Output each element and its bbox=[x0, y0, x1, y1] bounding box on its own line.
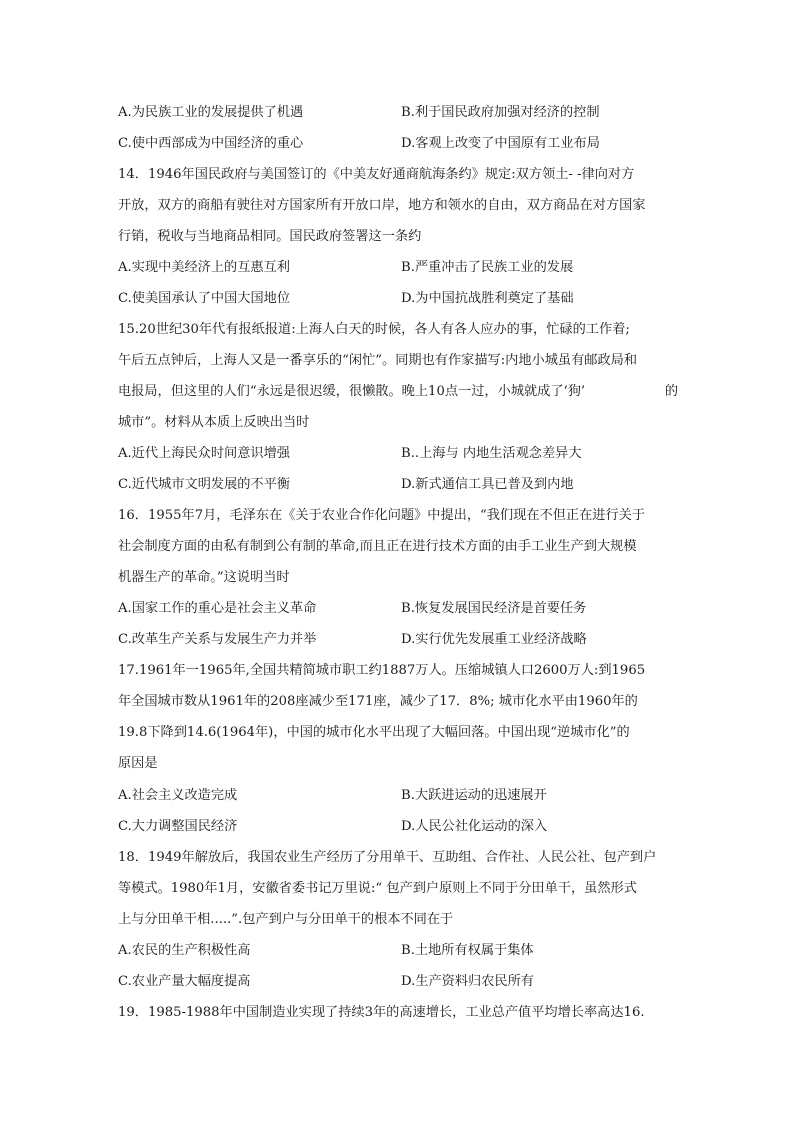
q16-option-a: A.国家工作的重心是社会主义革命 bbox=[118, 601, 317, 616]
q18-stem-line-2: 等模式。1980年1月，安徽省委书记万里说:“ 包产到户原则上不同于分田单干，虽然形式 bbox=[118, 881, 637, 896]
q13-option-d: D.客观上改变了中国原有工业布局 bbox=[401, 136, 600, 151]
q13-option-a: A.为民族工业的发展提供了机遇 bbox=[118, 105, 304, 120]
q15-options-row-1 bbox=[118, 444, 678, 464]
q14-options-row-1 bbox=[118, 258, 678, 278]
q16-stem-line-2: 社会制度方面的由私有制到公有制的革命,而且正在进行技术方面的由手工业生产到大规模 bbox=[118, 539, 637, 554]
q16-stem-line-3: 机器生产的革命。”这说明当时 bbox=[118, 570, 290, 585]
q18-option-c: C.农业产量大幅度提高 bbox=[118, 974, 251, 989]
q18-option-d: D.生产资料归农民所有 bbox=[401, 974, 534, 989]
q13-option-b: B.利于国民政府加强对经济的控制 bbox=[401, 105, 600, 120]
q13-options-row-1 bbox=[118, 103, 678, 123]
q14-option-d: D.为中国抗战胜利奠定了基础 bbox=[401, 291, 574, 306]
q17-stem-line-4: 原因是 bbox=[118, 756, 158, 771]
q16-stem-line-1: 16．1955年7月，毛泽东在《关于农业合作化问题》中提出，“我们现在不但正在进行关于 bbox=[118, 508, 646, 523]
q18-stem-line-3: 上与分田单干相.....”.包产到户与分田单干的根本不同在于 bbox=[118, 912, 454, 927]
q15-stem-line-3-tail: 的 bbox=[664, 384, 678, 399]
q14-option-a: A.实现中美经济上的互惠互利 bbox=[118, 260, 290, 275]
q15-option-a: A.近代上海民众时间意识增强 bbox=[118, 446, 290, 461]
q18-option-b: B.土地所有权属于集体 bbox=[401, 943, 534, 958]
q15-option-d: D.新式通信工具已普及到内地 bbox=[401, 477, 574, 492]
q15-options-row-2 bbox=[118, 475, 678, 495]
q15-stem-line-3-text: 电报局，但这里的人们“永远是很迟缓，很懒散。晚上10点一过，小城就成了‘狗’ bbox=[118, 384, 586, 399]
q15-option-c: C.近代城市文明发展的不平衡 bbox=[118, 477, 291, 492]
q15-stem-line-3 bbox=[118, 382, 678, 402]
q15-stem-line-1: 15.20世纪30年代有报纸报道:上海人白天的时候，各人有各人应办的事，忙碌的工作着; bbox=[118, 322, 630, 337]
q17-options-row-2 bbox=[118, 817, 678, 837]
q17-option-c: C.大力调整国民经济 bbox=[118, 819, 238, 834]
q16-option-b: B.恢复发展国民经济是首要任务 bbox=[401, 601, 587, 616]
q17-stem-line-1: 17.1961年一1965年,全国共精简城市职工约1887万人。压缩城镇人口2600万人:到1965 bbox=[118, 663, 646, 678]
q14-stem-line-2: 开放，双方的商船有驶往对方国家所有开放口岸，地方和领水的自由，双方商品在对方国家 bbox=[118, 198, 646, 213]
q14-options-row-2 bbox=[118, 289, 678, 309]
q14-stem-line-1: 14．1946年国民政府与美国签订的《中美友好通商航海条约》规定:双方领土- -律向对方 bbox=[118, 167, 635, 182]
q17-stem-line-3: 19.8下降到14.6(1964年)，中国的城市化水平出现了大幅回落。中国出现“逆城市化”的 bbox=[118, 725, 630, 740]
q18-stem-line-1: 18．1949年解放后，我国农业生产经历了分用单干、互助组、合作社、人民公社、包产到户 bbox=[118, 850, 657, 865]
q14-option-b: B.严重冲击了民族工业的发展 bbox=[401, 260, 574, 275]
q17-option-d: D.人民公社化运动的深入 bbox=[401, 819, 548, 834]
q16-options-row-2 bbox=[118, 630, 678, 650]
q15-stem-line-2: 午后五点钟后，上海人又是一番享乐的“闲忙”。同期也有作家描写:内地小城虽有邮政局和 bbox=[118, 353, 638, 368]
q14-option-c: C.使美国承认了中国大国地位 bbox=[118, 291, 291, 306]
q14-stem-line-3: 行销，税收与当地商品相同。国民政府签署这一条约 bbox=[118, 229, 422, 244]
q15-stem-line-4: 城市”。材料从本质上反映出当时 bbox=[118, 415, 310, 430]
q16-option-d: D.实行优先发展重工业经济战略 bbox=[401, 632, 587, 647]
q17-options-row-1 bbox=[118, 786, 678, 806]
q13-option-c: C.使中西部成为中国经济的重心 bbox=[118, 136, 304, 151]
q18-options-row-1 bbox=[118, 941, 678, 961]
q17-stem-line-2: 年全国城市数从1961年的208座减少至171座，减少了17．8%; 城市化水平由1960年的 bbox=[118, 694, 638, 709]
q16-options-row-1 bbox=[118, 599, 678, 619]
q15-option-b: B..上海与 内地生活观念差异大 bbox=[401, 446, 582, 461]
q17-option-a: A.社会主义改造完成 bbox=[118, 788, 238, 803]
q16-option-c: C.改革生产关系与发展生产力并举 bbox=[118, 632, 317, 647]
q18-option-a: A.农民的生产积极性高 bbox=[118, 943, 251, 958]
q19-stem-line-1: 19．1985-1988年中国制造业实现了持续3年的高速增长，工业总产值平均增长率高达16. bbox=[118, 1005, 645, 1020]
q17-option-b: B.大跃进运动的迅速展开 bbox=[401, 788, 547, 803]
q13-options-row-2 bbox=[118, 134, 678, 154]
q18-options-row-2 bbox=[118, 972, 678, 992]
